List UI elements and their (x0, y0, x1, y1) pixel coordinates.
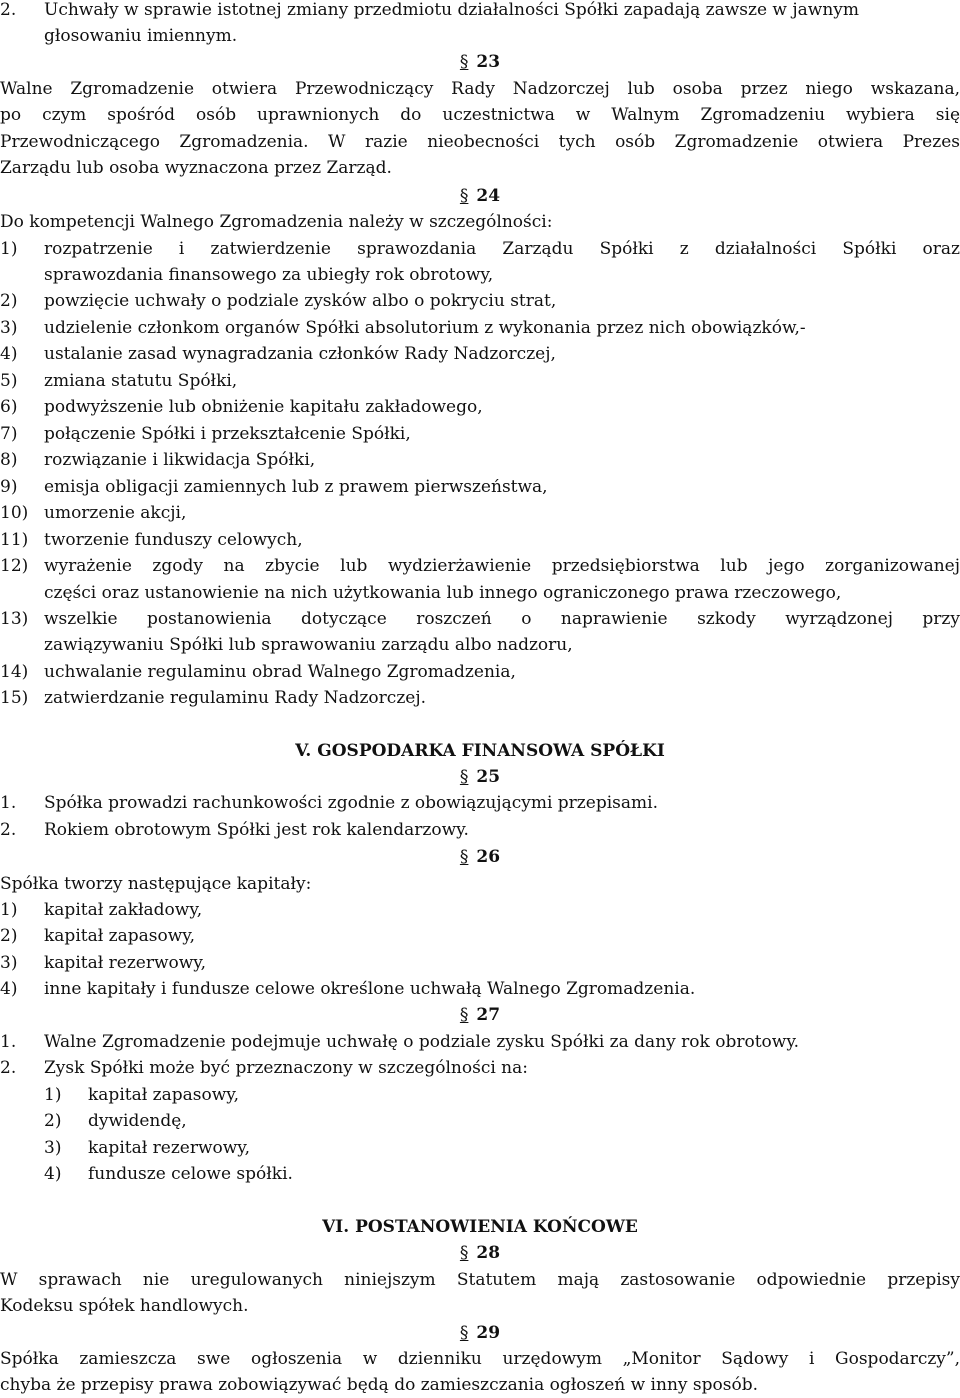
list-item: 10) umorzenie akcji, (0, 503, 187, 523)
paragraph-line: Przewodniczącego Zgromadzenia. W razie nieobecności tych osób Zgromadzenie otwiera Prezes (0, 132, 960, 152)
section-heading-28: § 28 (459, 1243, 501, 1263)
list-item: 1. Spółka prowadzi rachunkowości zgodnie z obowiązującymi przepisami. (0, 793, 658, 813)
paragraph-line: po czym spośród osób uprawnionych do uczestnictwa w Walnym Zgromadzeniu wybiera się (0, 105, 960, 125)
list-item: 4) inne kapitały i fundusze celowe określone uchwałą Walnego Zgromadzenia. (0, 979, 696, 999)
list-item: 2. Uchwały w sprawie istotnej zmiany przedmiotu działalności Spółki zapadają zawsze w jawnym (0, 0, 860, 20)
list-item: 1) rozpatrzenie i zatwierdzenie sprawozdania Zarządu Spółki z działalności Spółki oraz (0, 239, 960, 259)
list-item: 3) udzielenie członkom organów Spółki absolutorium z wykonania przez nich obowiązków,- (0, 318, 806, 338)
paragraph-line: Spółka tworzy następujące kapitały: (0, 874, 312, 894)
list-item: 2) powzięcie uchwały o podziale zysków albo o pokryciu strat, (0, 291, 557, 311)
chapter-heading: VI. POSTANOWIENIA KOŃCOWE (322, 1217, 638, 1237)
list-item: 1) kapitał zakładowy, (0, 900, 203, 920)
paragraph-line: Spółka zamieszcza swe ogłoszenia w dzienniku urzędowym „Monitor Sądowy i Gospodarczy”, (0, 1349, 960, 1369)
section-heading-29: § 29 (459, 1323, 501, 1343)
list-item: 4) ustalanie zasad wynagradzania członków Rady Nadzorczej, (0, 344, 556, 364)
list-item: 6) podwyższenie lub obniżenie kapitału zakładowego, (0, 397, 483, 417)
list-item: 9) emisja obligacji zamiennych lub z prawem pierwszeństwa, (0, 477, 548, 497)
list-item: 13) wszelkie postanowienia dotyczące roszczeń o naprawienie szkody wyrządzonej przy (0, 609, 960, 629)
list-item: 2. Zysk Spółki może być przeznaczony w szczególności na: (0, 1058, 528, 1078)
section-heading-26: § 26 (459, 847, 501, 867)
paragraph-line: Walne Zgromadzenie otwiera Przewodniczący Rady Nadzorczej lub osoba przez niego wskazana, (0, 79, 960, 99)
section-heading-25: § 25 (459, 767, 501, 787)
paragraph-line: Zarządu lub osoba wyznaczona przez Zarząd. (0, 158, 392, 178)
list-item: 2. Rokiem obrotowym Spółki jest rok kalendarzowy. (0, 820, 469, 840)
list-item: 8) rozwiązanie i likwidacja Spółki, (0, 450, 316, 470)
list-item: 15) zatwierdzanie regulaminu Rady Nadzorczej. (0, 688, 427, 708)
paragraph-line: Do kompetencji Walnego Zgromadzenia należy w szczególności: (0, 212, 553, 232)
paragraph-line: Kodeksu spółek handlowych. (0, 1296, 249, 1316)
list-item: 2) kapitał zapasowy, (0, 926, 196, 946)
list-item: 14) uchwalanie regulaminu obrad Walnego Zgromadzenia, (0, 662, 516, 682)
paragraph-line: W sprawach nie uregulowanych niniejszym Statutem mają zastosowanie odpowiednie przepisy (0, 1270, 960, 1290)
list-item: 7) połączenie Spółki i przekształcenie Spółki, (0, 424, 411, 444)
chapter-heading: V. GOSPODARKA FINANSOWA SPÓŁKI (295, 741, 665, 761)
list-item: 11) tworzenie funduszy celowych, (0, 530, 303, 550)
list-item: 3) kapitał rezerwowy, (0, 953, 207, 973)
section-heading-24: § 24 (459, 186, 501, 206)
paragraph-line: chyba że przepisy prawa zobowiązywać będą do zamieszczania ogłoszeń w inny sposób. (0, 1375, 758, 1395)
section-heading-27: § 27 (459, 1005, 501, 1025)
list-item: 12) wyrażenie zgody na zbycie lub wydzierżawienie przedsiębiorstwa lub jego zorganizowanej (0, 556, 960, 576)
list-item: 1. Walne Zgromadzenie podejmuje uchwałę o podziale zysku Spółki za dany rok obrotowy. (0, 1032, 800, 1052)
list-item: 5) zmiana statutu Spółki, (0, 371, 238, 391)
section-heading-23: § 23 (459, 52, 501, 72)
